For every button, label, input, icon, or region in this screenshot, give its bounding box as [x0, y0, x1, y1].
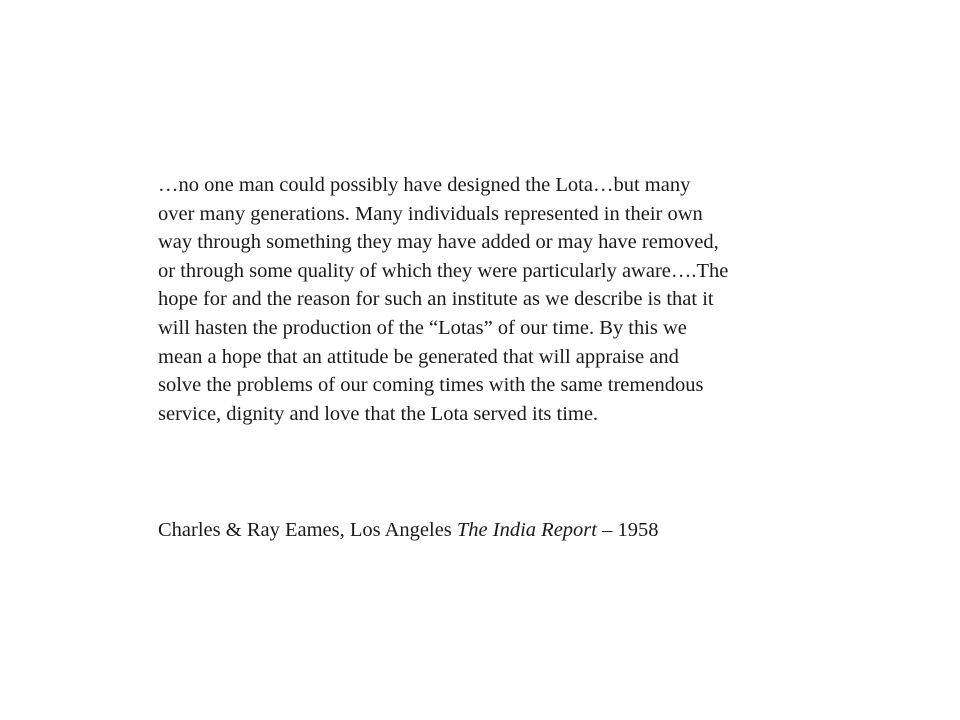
- attribution: [158, 516, 658, 544]
- quote-line-7: mean a hope that an attitude be generated that will appraise and: [158, 345, 679, 368]
- attribution-separator: –: [596, 519, 618, 541]
- attribution-year: 1958: [617, 519, 659, 541]
- quote-line-6: will hasten the production of the “Lotas” of our time. By this we: [158, 316, 687, 339]
- quote-line-1: …no one man could possibly have designed the Lota…but many: [158, 174, 691, 196]
- quote-line-5: hope for and the reason for such an institute as we describe is that it: [158, 288, 714, 311]
- quote-line-4: or through some quality of which they were particularly aware….The: [158, 259, 729, 282]
- quote-block: [158, 171, 818, 428]
- quote-line-3: way through something they may have added or may have removed,: [158, 231, 719, 254]
- attribution-work-title: The India Report: [456, 519, 597, 541]
- quote-line-8: solve the problems of our coming times with the same tremendous: [158, 374, 704, 397]
- attribution-authors: Charles & Ray Eames, Los Angeles: [158, 519, 452, 541]
- quote-line-2: over many generations. Many individuals represented in their own: [158, 202, 703, 225]
- quote-line-9: service, dignity and love that the Lota served its time.: [158, 402, 599, 425]
